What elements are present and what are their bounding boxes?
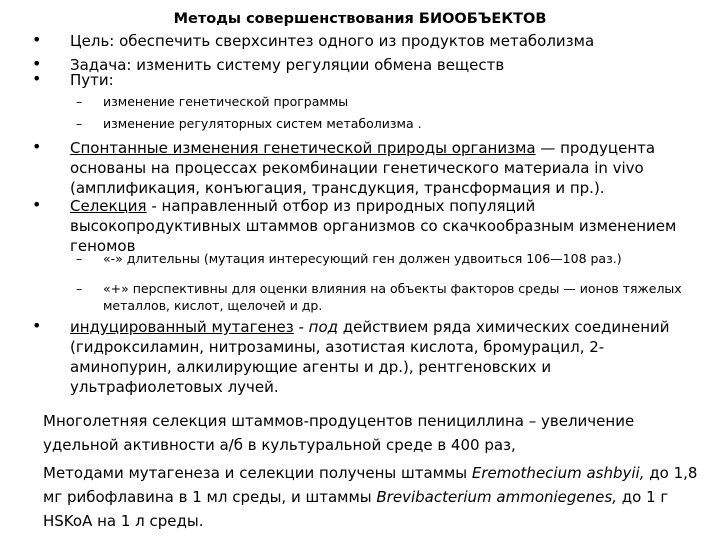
species-eremothecium: Eremothecium ashbyii,	[471, 464, 645, 482]
strains-end: до 1 г HSKoA на 1 л среды.	[43, 488, 669, 530]
sub-item-way-2	[76, 116, 696, 133]
selection-minus-text: «-» длительны (мутация интересующий ген должен удвоиться 106—108 раз.)	[103, 251, 622, 266]
bullet-mark: •	[32, 316, 42, 335]
bullet-ways	[32, 70, 700, 90]
mutagenesis-mid: - под	[293, 318, 339, 336]
bullet-mark: •	[32, 195, 42, 214]
sub-item-selection-plus	[76, 281, 696, 314]
mutagenesis-term: индуцированный мутагенез	[70, 318, 294, 336]
strains-start: Методами мутагенеза и селекции получены штаммы	[43, 464, 472, 482]
selection-desc: - направленный отбор из природных популяций высокопродуктивных штаммов организмов со скачкообразным изменением геномов	[70, 197, 677, 255]
slide-title: Методы совершенствования БИООБЪЕКТОВ	[173, 11, 547, 27]
spontaneous-text	[70, 138, 700, 198]
sub-item-selection-minus	[76, 251, 696, 268]
ways-text: Пути:	[70, 71, 114, 89]
mutagenesis-desc: действием ряда химических соединений (гидроксиламин, нитрозамины, азотистая кислота, бромурацил, 2-аминопурин, алкилирующие агенты и др.), рентгеновских и ультрафиолетовых лучей.	[70, 318, 670, 396]
sub-item-way-1	[76, 94, 696, 111]
bullet-spontaneous	[32, 138, 700, 198]
bullet-mutagenesis	[32, 317, 700, 397]
bullet-selection	[32, 196, 700, 256]
dash-mark: –	[76, 251, 83, 266]
dash-mark: –	[76, 281, 83, 296]
dash-mark: –	[76, 116, 83, 131]
bullet-mark: •	[32, 69, 42, 88]
selection-term: Селекция	[70, 197, 147, 215]
selection-text	[70, 196, 700, 256]
bullet-mark: •	[32, 30, 42, 49]
selection-plus-text: «+» перспективны для оценки влияния на объекты факторов среды — ионов тяжелых металлов, кислот, щелочей и др.	[103, 281, 682, 313]
task-text: Задача: изменить систему регуляции обмена веществ	[70, 56, 505, 74]
bullet-mark: •	[32, 54, 42, 73]
species-brevibacterium: Brevibacterium ammoniegenes,	[376, 488, 617, 506]
spontaneous-desc: — продуцента основаны на процессах рекомбинации генетического материала in vivo (амплификация, конъюгация, трансдукция, трансформация и пр.).	[70, 139, 656, 197]
goal-text: Цель: обеспечить сверхсинтез одного из продуктов метаболизма	[70, 32, 595, 50]
way-2-text: изменение регуляторных систем метаболизма .	[103, 116, 422, 131]
paragraph-strains	[43, 461, 708, 533]
way-1-text: изменение генетической программы	[103, 94, 349, 109]
bullet-goal	[32, 31, 700, 51]
strains-mid: до 1,8 мг рибофлавина в 1 мл среды, и штаммы	[43, 464, 698, 506]
mutagenesis-text	[70, 317, 700, 397]
bullet-mark: •	[32, 137, 42, 156]
dash-mark: –	[76, 94, 83, 109]
paragraph-penicillin: Многолетняя селекция штаммов-продуцентов пенициллина – увеличение удельной активности а/б в культуральной среде в 400 раз,	[43, 412, 635, 454]
spontaneous-term: Спонтанные изменения генетической природы организма	[70, 139, 536, 157]
